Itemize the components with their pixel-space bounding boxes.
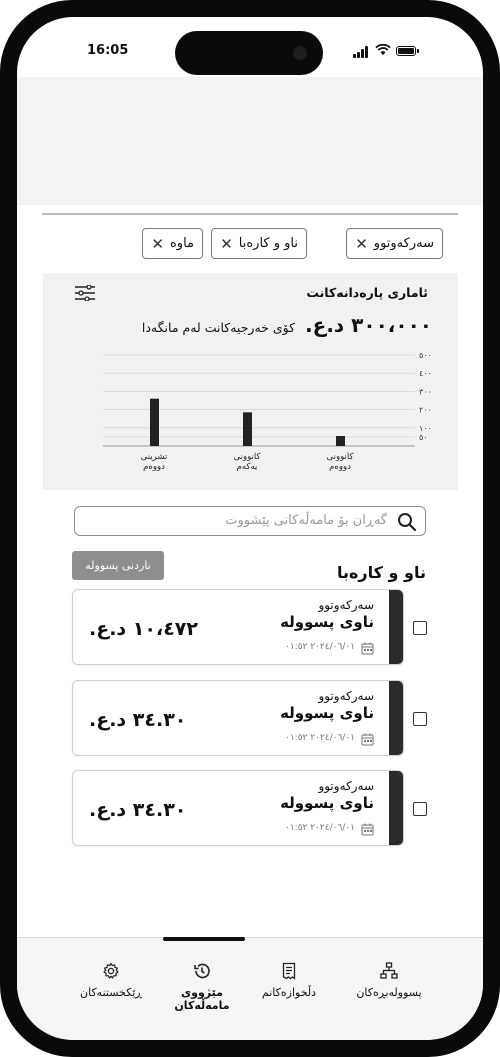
search-icon[interactable]: [397, 512, 417, 532]
chart-y-tick: ٣٠٠: [419, 387, 432, 397]
chip-label: سەرکەوتوو: [373, 236, 434, 251]
card-accent: [389, 590, 403, 664]
tab-settings[interactable]: [61, 962, 161, 999]
tab-label: مێژووی مامەڵەکان: [174, 986, 230, 1012]
card-amount: ٣٤.٣٠ د.ع.: [89, 709, 187, 731]
chip-label: ناو و کارەبا: [238, 236, 298, 251]
search-field[interactable]: [74, 506, 426, 536]
chart-bar: [150, 399, 159, 446]
card-category: سەرکەوتوو: [318, 598, 374, 612]
filter-chip-period[interactable]: [142, 228, 203, 259]
chart-y-tick: ٢٠٠: [419, 405, 432, 415]
chip-label: ماوە: [169, 236, 194, 251]
total-label: کۆی خەرجیەکانت لەم مانگەدا: [141, 320, 296, 335]
status-time: 16:05: [87, 43, 129, 58]
card-amount: ١٠،٤٧٢ د.ع.: [89, 618, 198, 640]
status-icons: [353, 44, 425, 58]
close-icon[interactable]: ✕: [355, 234, 368, 253]
sitemap-icon: [380, 962, 398, 980]
camera-icon: [293, 46, 307, 60]
chart-x-tick: دووەم: [143, 462, 165, 472]
tab-history[interactable]: [152, 962, 252, 1012]
receipt-icon: [280, 962, 298, 980]
tab-bar: [17, 937, 483, 1040]
total-value: ٣٠٠،٠٠٠ د.ع.: [305, 313, 432, 337]
card-date: ٢٠٢٤/٠٦/٠١ ٠١:٥٢: [285, 642, 355, 652]
chart-y-tick: ٥٠٠: [419, 351, 432, 360]
transaction-card[interactable]: [72, 589, 404, 665]
card-name: ناوی پسوولە: [280, 704, 374, 722]
chart-bar: [243, 412, 252, 446]
chart-x-tick: تشرینی: [140, 452, 168, 462]
card-accent: [389, 681, 403, 755]
total-row: [142, 313, 432, 337]
select-checkbox[interactable]: [413, 802, 427, 816]
tab-label: ڕێکخستنەکان: [80, 986, 142, 999]
calendar-icon: [361, 823, 374, 836]
chart-x-tick: دووەم: [329, 462, 351, 472]
divider: [42, 213, 458, 215]
stats-panel: [43, 273, 458, 490]
card-date: ٢٠٢٤/٠٦/٠١ ٠١:٥٢: [285, 823, 355, 833]
gear-icon: [102, 962, 120, 980]
chart-y-tick: ٤٠٠: [419, 369, 432, 379]
tab-bundles[interactable]: [339, 962, 439, 999]
transaction-card[interactable]: [72, 680, 404, 756]
dynamic-island: [175, 31, 323, 75]
card-date: ٢٠٢٤/٠٦/٠١ ٠١:٥٢: [285, 733, 355, 743]
chart-bar: [336, 436, 345, 446]
chart-y-tick: ١٠٠: [419, 423, 432, 433]
tab-label: پسوولەبڕەکان: [356, 986, 422, 999]
card-category: سەرکەوتوو: [318, 689, 374, 703]
select-checkbox[interactable]: [413, 712, 427, 726]
battery-icon: [396, 46, 416, 56]
sliders-icon[interactable]: [75, 285, 95, 301]
chart-x-tick: کانوونی: [326, 452, 354, 462]
filter-chips: [17, 228, 483, 259]
send-receipt-button[interactable]: ناردنی پسوولە: [72, 551, 164, 580]
section-title: ناو و کارەبا: [336, 563, 426, 582]
card-category: سەرکەوتوو: [318, 779, 374, 793]
card-amount: ٣٤.٣٠ د.ع.: [89, 799, 187, 821]
card-accent: [389, 771, 403, 845]
stats-title: ئاماری پارەدانەکانت: [306, 285, 428, 300]
status-bar: [17, 17, 483, 77]
tab-favorites[interactable]: [239, 962, 339, 999]
screen: [17, 17, 483, 1040]
card-name: ناوی پسوولە: [280, 613, 374, 631]
search-input[interactable]: گەڕان بۆ مامەڵەکانی پێشووت: [225, 513, 387, 528]
chart-x-tick: کانوونی: [233, 452, 261, 462]
home-indicator: [163, 937, 245, 941]
chart-y-tick: ٥٠: [419, 432, 428, 442]
filter-chip-category[interactable]: [211, 228, 307, 259]
calendar-icon: [361, 642, 374, 655]
wifi-icon: [375, 44, 391, 56]
transaction-card[interactable]: [72, 770, 404, 846]
spending-chart: [43, 351, 458, 490]
card-name: ناوی پسوولە: [280, 794, 374, 812]
header-area: [17, 77, 483, 205]
chart-x-tick: یەکەم: [236, 462, 258, 472]
history-icon: [193, 962, 211, 980]
tab-label: دڵخوازەکانم: [261, 986, 317, 999]
select-checkbox[interactable]: [413, 621, 427, 635]
close-icon[interactable]: ✕: [151, 234, 164, 253]
close-icon[interactable]: ✕: [220, 234, 233, 253]
calendar-icon: [361, 733, 374, 746]
filter-chip-status[interactable]: [346, 228, 443, 259]
